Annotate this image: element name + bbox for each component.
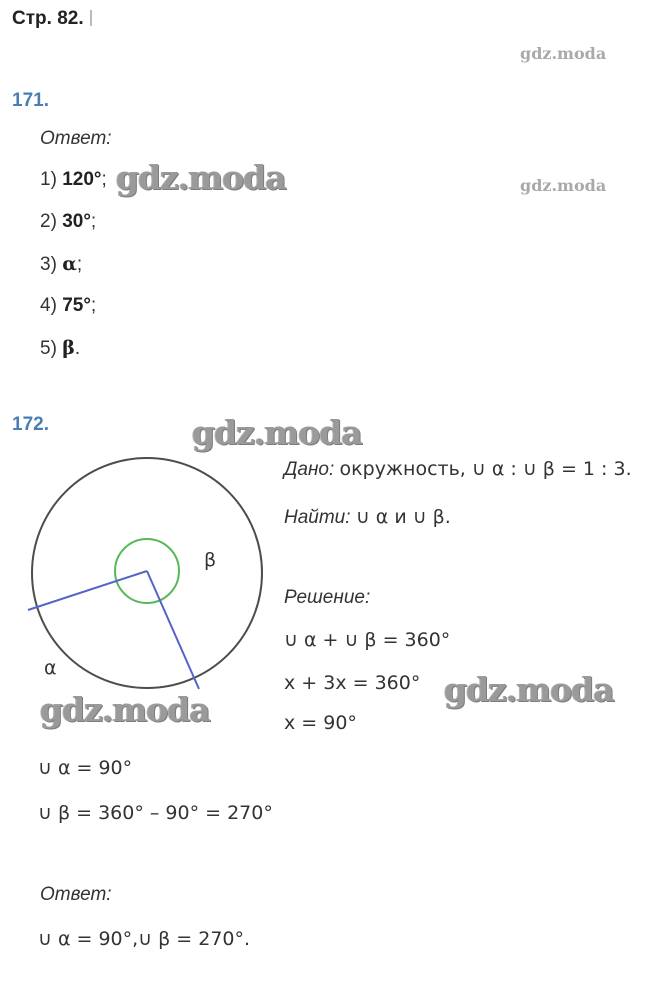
solution-line: x = 90° [284, 712, 357, 734]
find-line: Найти: ∪ α и ∪ β. [284, 506, 451, 528]
given-line: Дано: окружность, ∪ α : ∪ β = 1 : 3. [284, 458, 632, 480]
cursor-mark [90, 10, 92, 26]
watermark: gdz.moda [520, 176, 607, 195]
radius-line [28, 571, 147, 610]
circle-diagram [0, 440, 280, 700]
answer-label-171: Ответ: [40, 128, 112, 149]
answer-label-172: Ответ: [40, 884, 112, 905]
watermark: gdz.moda [444, 670, 614, 709]
watermark: gdz.moda [40, 690, 210, 729]
label-alpha: α [44, 657, 57, 679]
answer-item: 5) β. [40, 337, 81, 359]
solution-label: Решение: [284, 587, 371, 608]
task-number-171: 171. [12, 90, 49, 111]
answer-item: 4) 75°; [40, 295, 97, 316]
label-beta: β [204, 549, 217, 571]
watermark: gdz.moda [520, 44, 607, 63]
solution-line: ∪ β = 360° – 90° = 270° [38, 802, 273, 824]
answer-item: 1) 120°; [40, 169, 107, 190]
solution-line: ∪ α + ∪ β = 360° [284, 629, 451, 651]
task-number-172: 172. [12, 414, 49, 435]
watermark: gdz.moda [192, 413, 362, 452]
solution-line: ∪ α = 90° [38, 757, 133, 779]
solution-line: x + 3x = 360° [284, 672, 421, 694]
page-label: Стр. 82. [12, 8, 84, 29]
answer-item: 3) α; [40, 253, 83, 275]
answer-item: 2) 30°; [40, 211, 97, 232]
watermark: gdz.moda [116, 158, 286, 197]
answer-text-172: ∪ α = 90°,∪ β = 270°. [38, 928, 251, 950]
page-header [12, 8, 92, 30]
